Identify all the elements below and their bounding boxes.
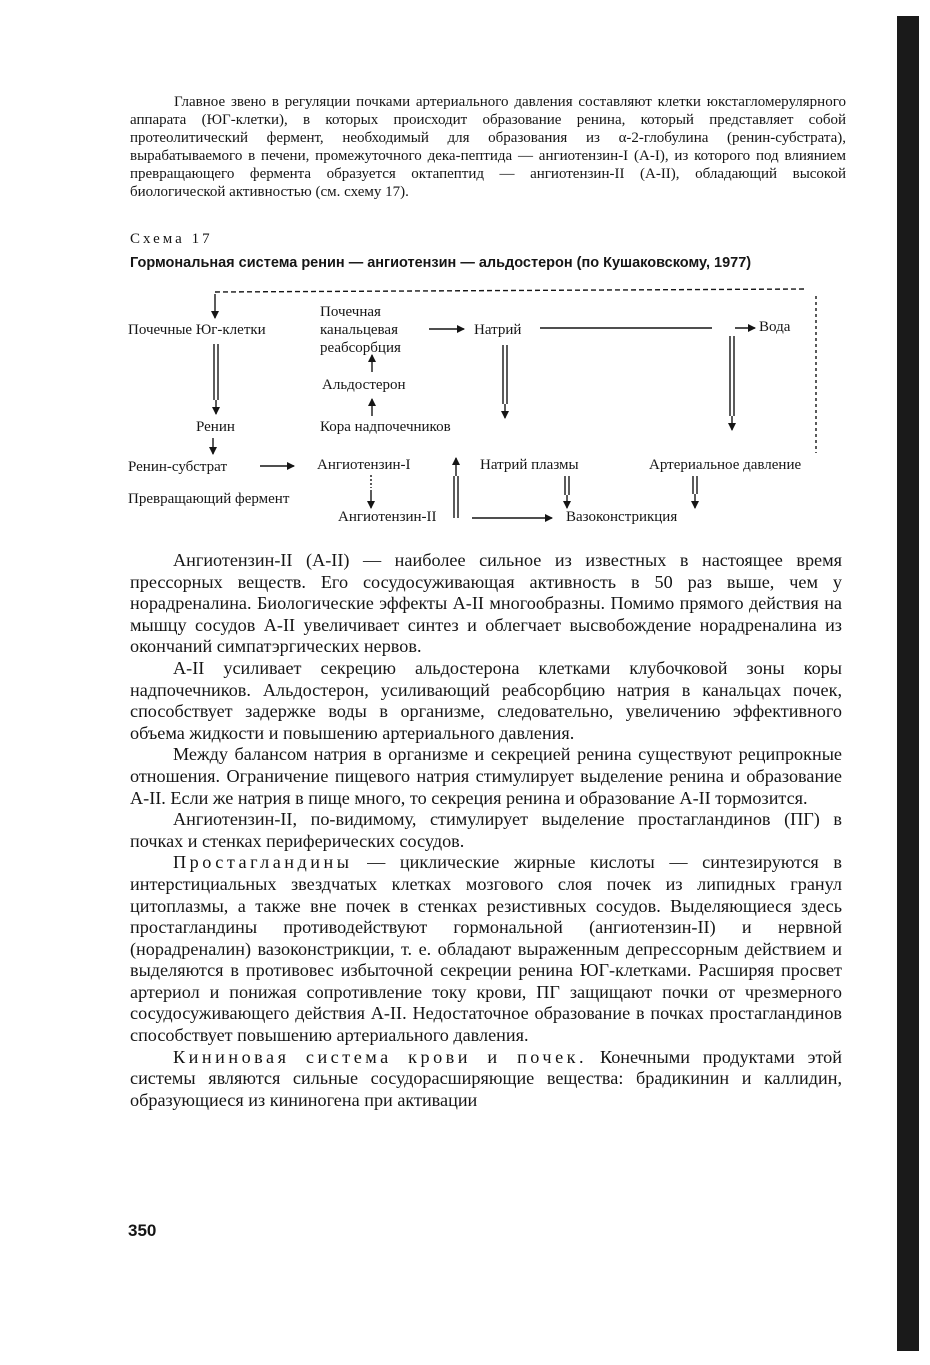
scheme-title: Гормональная система ренин — ангиотензин — альдостерон (по Кушаковскому, 1977) bbox=[130, 255, 752, 271]
paragraph-prostaglandin-release: Ангиотензин-II, по-видимому, стимулирует выделение простагландинов (ПГ) в почках и стенках периферических сосудов. bbox=[130, 809, 842, 851]
node-renin: Ренин bbox=[196, 419, 235, 435]
paragraph-prostaglandins-text: — циклические жирные кислоты — синтезируются в интерстициальных звездчатых клетках мозгового слоя почек из липидных гранул цитоплазмы, а также вне почек в стенках резистивных сосудов. Выделяющиеся здесь простагландины противодействуют гормональной (ангиотензин-II) и нервной (норадреналин) вазоконстрикции, т. е. обладают выраженным депрессорным действием и выделяются в противовес избыточной секреции ренина ЮГ-клетками. Расширяя просвет артериол и понижая сопротивление току крови, ПГ защищают почки от чрезмерного сосудосуживающего действия A-II. Недостаточное образование в почках простагландинов способствует повышению артериального давления. bbox=[130, 852, 842, 1046]
page-number: 350 bbox=[128, 1221, 157, 1240]
term-prostaglandins: Простагландины bbox=[173, 852, 353, 873]
node-aldosterone: Альдостерон bbox=[322, 377, 406, 393]
paragraph-kinin-system-text: Конечными продуктами этой системы являются сильные сосудорасширяющие вещества: брадикинин и каллидин, образующиеся из кининогена при активации bbox=[130, 1046, 842, 1110]
node-tubular-3: реабсорбция bbox=[320, 340, 401, 356]
node-tubular-1: Почечная bbox=[320, 304, 381, 320]
scheme-diagram bbox=[0, 0, 930, 540]
node-plasma-sodium: Натрий плазмы bbox=[480, 457, 579, 473]
scheme-label: Схема 17 bbox=[130, 231, 213, 247]
node-sodium: Натрий bbox=[474, 322, 522, 338]
dashed-feedback-top bbox=[215, 289, 806, 292]
node-converting-enzyme: Превращающий фермент bbox=[128, 491, 290, 507]
term-kinin-system: Кининовая система крови и почек. bbox=[173, 1046, 588, 1067]
node-jg-cells: Почечные Юг-клетки bbox=[128, 322, 266, 338]
paragraph-aldosterone: A-II усиливает секрецию альдостерона клетками клубочковой зоны коры надпочечников. Альдостерон, усиливающий реабсорбцию натрия в канальцах почек, способствует задержке воды в организме, следовательно, увеличению эффективного объема жидкости и повышению артериального давления. bbox=[130, 657, 842, 743]
body-text bbox=[130, 550, 842, 1111]
paragraph-kinin-system bbox=[130, 1047, 842, 1112]
node-adrenal-cortex: Кора надпочечников bbox=[320, 419, 451, 435]
node-vasoconstriction: Вазоконстрикция bbox=[566, 509, 678, 525]
node-angiotensin-2: Ангиотензин-II bbox=[338, 509, 437, 525]
intro-paragraph: Главное звено в регуляции почками артериального давления составляют клетки юкстагломерулярного аппарата (ЮГ-клетки), в которых происходит образование ренина, который представляет собой протеолитический фермент, необходимый для образования из α-2-глобулина (ренин-субстрата), вырабатываемого в печени, промежуточного дека-пептида — ангиотензин-I (A-I), из которого под влиянием превращающего фермента образуется октапептид — ангиотензин-II (A-II), обладающий высокой биологической активностью (см. схему 17). bbox=[130, 94, 846, 200]
node-water: Вода bbox=[759, 319, 791, 335]
paragraph-sodium-balance: Между балансом натрия в организме и секрецией ренина существуют реципрокные отношения. Ограничение пищевого натрия стимулирует выделение ренина и образование A-II. Если же натрия в пище много, то секреция ренина и образование A-II тормозится. bbox=[130, 744, 842, 808]
paragraph-angiotensin-ii: Ангиотензин-II (A-II) — наиболее сильное из известных в настоящее время прессорных веществ. Его сосудосуживающая активность в 50 раз выше, чем у норадреналина. Биологические эффекты A-II многообразны. Помимо прямого действия на мышцу сосудов A-II увеличивает синтез и облегчает высвобождение норадреналина из окончаний симпатэргических нервов. bbox=[130, 550, 842, 657]
node-tubular-2: канальцевая bbox=[320, 322, 398, 338]
node-angiotensin-1: Ангиотензин-I bbox=[317, 457, 411, 473]
paragraph-prostaglandins bbox=[130, 852, 842, 1046]
node-renin-substrate: Ренин-субстрат bbox=[128, 459, 227, 475]
node-blood-pressure: Артериальное давление bbox=[649, 457, 802, 473]
